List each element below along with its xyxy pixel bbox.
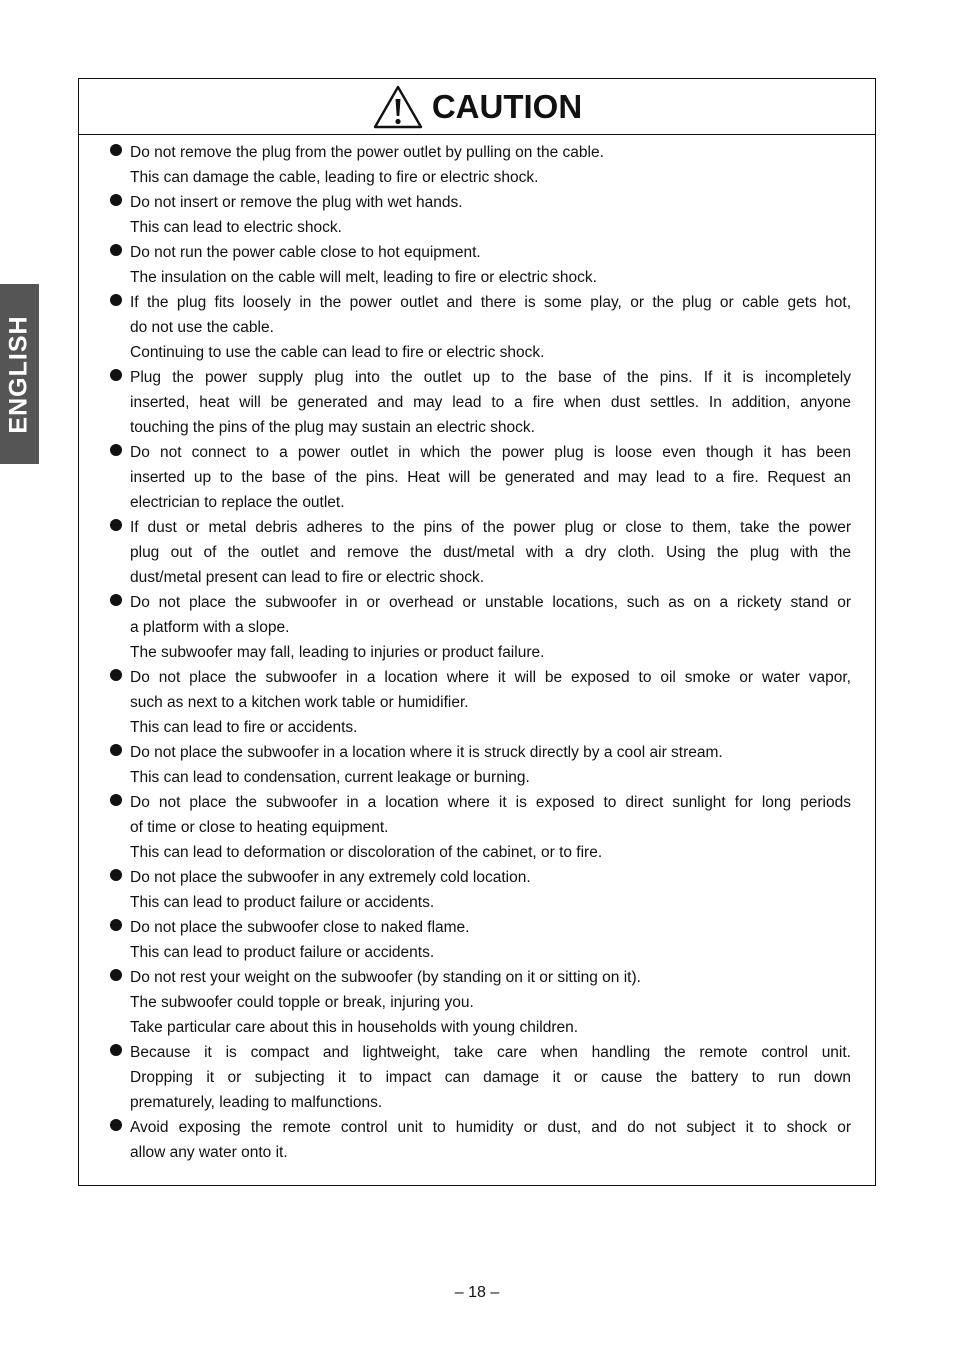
bullet-icon	[110, 444, 122, 456]
caution-item	[110, 290, 851, 365]
bullet-icon	[110, 794, 122, 806]
language-tab-label: ENGLISH	[5, 314, 33, 434]
caution-item	[110, 915, 851, 965]
bullet-icon	[110, 1119, 122, 1131]
bullet-icon	[110, 369, 122, 381]
bullet-icon	[110, 594, 122, 606]
caution-text-line: Do not rest your weight on the subwoofer (by standing on it or sitting on it).	[130, 969, 641, 986]
caution-text-line: Continuing to use the cable can lead to fire or electric shock.	[130, 344, 545, 361]
caution-text-line: Do not place the subwoofer in any extremely cold location.	[130, 869, 531, 886]
caution-text-line: This can lead to deformation or discoloration of the cabinet, or to fire.	[130, 844, 603, 861]
caution-text-line: If the plug fits loosely in the power outlet and there is some play, or the plug or cable gets hot,	[130, 294, 851, 311]
caution-text-line: This can lead to product failure or accidents.	[130, 894, 435, 911]
caution-text-line: Do not place the subwoofer in a location where it will be exposed to oil smoke or water vapor,	[130, 669, 851, 686]
caution-header	[79, 79, 875, 135]
caution-text-line: Do not place the subwoofer in or overhead or unstable locations, such as on a rickety stand or	[130, 594, 851, 611]
caution-text-line: of time or close to heating equipment.	[130, 819, 389, 836]
caution-box	[78, 78, 876, 1186]
caution-text-line: This can lead to condensation, current leakage or burning.	[130, 769, 530, 786]
warning-triangle-icon	[372, 84, 424, 130]
caution-item	[110, 790, 851, 865]
caution-text-line: do not use the cable.	[130, 319, 274, 336]
caution-text-line: Because it is compact and lightweight, take care when handling the remote control unit.	[130, 1044, 851, 1061]
caution-item	[110, 240, 851, 290]
bullet-icon	[110, 869, 122, 881]
caution-item	[110, 590, 851, 665]
caution-text-line: The subwoofer could topple or break, injuring you.	[130, 994, 474, 1011]
caution-text-line: such as next to a kitchen work table or humidifier.	[130, 694, 469, 711]
caution-text-line: Do not remove the plug from the power outlet by pulling on the cable.	[130, 144, 604, 161]
caution-title: CAUTION	[431, 88, 583, 125]
caution-text-line: Do not connect to a power outlet in which the power plug is loose even though it has been	[130, 444, 851, 461]
caution-text-line: Dropping it or subjecting it to impact can damage it or cause the battery to run down	[130, 1069, 851, 1086]
caution-text-line: This can lead to fire or accidents.	[130, 719, 358, 736]
caution-item	[110, 665, 851, 740]
page-number: – 18 –	[454, 1284, 500, 1301]
caution-item	[110, 1115, 851, 1165]
caution-text-line: inserted, heat will be generated and may lead to a fire when dust settles. In addition, anyone	[130, 394, 851, 411]
caution-text-line: inserted up to the base of the pins. Heat will be generated and may lead to a fire. Request an	[130, 469, 851, 486]
caution-text-line: Do not place the subwoofer in a location where it is exposed to direct sunlight for long periods	[130, 794, 851, 811]
bullet-icon	[110, 244, 122, 256]
caution-text-line: This can lead to electric shock.	[130, 219, 342, 236]
caution-text-line: plug out of the outlet and remove the dust/metal with a dry cloth. Using the plug with the	[130, 544, 851, 561]
caution-item	[110, 190, 851, 240]
caution-text-line: a platform with a slope.	[130, 619, 290, 636]
caution-item	[110, 965, 851, 1040]
language-tab	[0, 284, 39, 464]
caution-text-line: touching the pins of the plug may sustain an electric shock.	[130, 419, 535, 436]
caution-text-line: The subwoofer may fall, leading to injuries or product failure.	[130, 644, 545, 661]
caution-item	[110, 140, 851, 190]
bullet-icon	[110, 744, 122, 756]
bullet-icon	[110, 144, 122, 156]
caution-text-line: Do not run the power cable close to hot equipment.	[130, 244, 481, 261]
caution-item	[110, 515, 851, 590]
caution-text-line: This can lead to product failure or accidents.	[130, 944, 435, 961]
caution-text-line: Do not place the subwoofer in a location where it is struck directly by a cool air stream.	[130, 744, 723, 761]
bullet-icon	[110, 194, 122, 206]
caution-text-line: allow any water onto it.	[130, 1144, 288, 1161]
caution-item	[110, 440, 851, 515]
caution-text-line: Do not insert or remove the plug with wet hands.	[130, 194, 463, 211]
caution-item	[110, 865, 851, 915]
bullet-icon	[110, 919, 122, 931]
bullet-icon	[110, 669, 122, 681]
caution-text-line: Plug the power supply plug into the outlet up to the base of the pins. If it is incompletely	[130, 369, 851, 386]
caution-text-line: Avoid exposing the remote control unit to humidity or dust, and do not subject it to shock or	[130, 1119, 851, 1136]
caution-text-line: Do not place the subwoofer close to naked flame.	[130, 919, 470, 936]
bullet-icon	[110, 969, 122, 981]
caution-item	[110, 1040, 851, 1115]
bullet-icon	[110, 1044, 122, 1056]
caution-text-line: electrician to replace the outlet.	[130, 494, 345, 511]
bullet-icon	[110, 294, 122, 306]
caution-list	[79, 135, 875, 1165]
bullet-icon	[110, 519, 122, 531]
caution-text-line: Take particular care about this in households with young children.	[130, 1019, 579, 1036]
caution-text-line: The insulation on the cable will melt, leading to fire or electric shock.	[130, 269, 597, 286]
caution-item	[110, 740, 851, 790]
caution-item	[110, 365, 851, 440]
caution-text-line: prematurely, leading to malfunctions.	[130, 1094, 383, 1111]
caution-text-line: dust/metal present can lead to fire or electric shock.	[130, 569, 485, 586]
caution-text-line: If dust or metal debris adheres to the pins of the power plug or close to them, take the power	[130, 519, 851, 536]
caution-text-line: This can damage the cable, leading to fire or electric shock.	[130, 169, 539, 186]
